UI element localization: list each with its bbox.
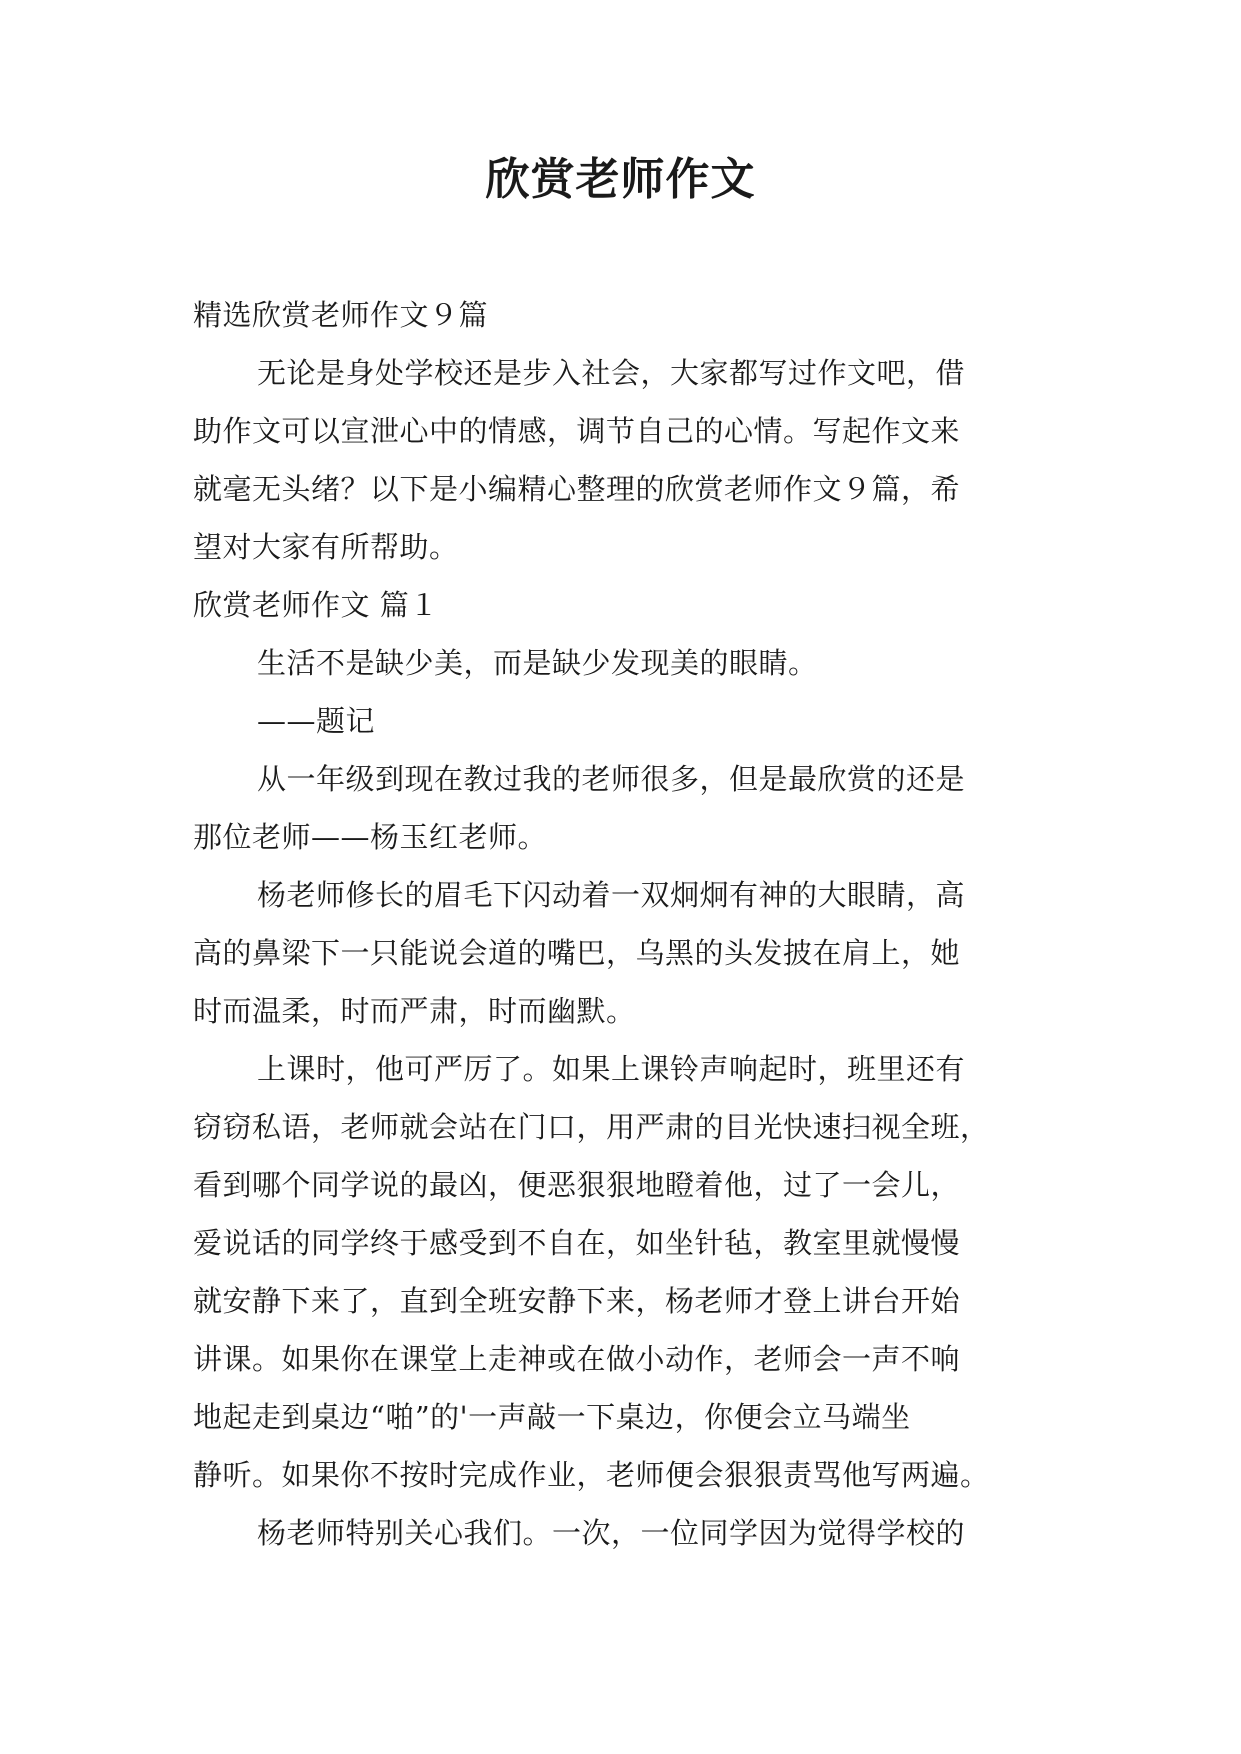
paragraph-line: 杨老师特别关心我们。一次，一位同学因为觉得学校的: [257, 1516, 966, 1550]
paragraph-line: 就安静下来了，直到全班安静下来，杨老师才登上讲台开始: [193, 1284, 961, 1318]
paragraph-line: 杨老师修长的眉毛下闪动着一双炯炯有神的大眼睛，高: [257, 878, 966, 912]
epigraph-attribution: ——题记: [257, 704, 376, 738]
subtitle-line: 精选欣赏老师作文９篇: [193, 298, 489, 332]
document-body: [193, 286, 1053, 1562]
paragraph-line: 高的鼻梁下一只能说会道的嘴巴，乌黑的头发披在肩上，她: [193, 936, 961, 970]
paragraph-line: 讲课。如果你在课堂上走神或在做小动作，老师会一声不响: [193, 1342, 961, 1376]
paragraph-line: 望对大家有所帮助。: [193, 530, 459, 564]
paragraph-line: 那位老师——杨玉红老师。: [193, 820, 548, 854]
section-heading: 欣赏老师作文 篇１: [193, 588, 439, 622]
paragraph-line: 看到哪个同学说的最凶，便恶狠狠地瞪着他，过了一会儿，: [193, 1168, 961, 1202]
paragraph-line: 窃窃私语，老师就会站在门口，用严肃的目光快速扫视全班，: [193, 1110, 990, 1144]
paragraph-line: 时而温柔，时而严肃，时而幽默。: [193, 994, 636, 1028]
document-title: 欣赏老师作文: [485, 154, 756, 205]
paragraph-line: 助作文可以宣泄心中的情感，调节自己的心情。写起作文来: [193, 414, 961, 448]
paragraph-line: 地起走到桌边“啪”的'一声敲一下桌边，你便会立马端坐: [193, 1400, 911, 1434]
paragraph-line: 静听。如果你不按时完成作业，老师便会狠狠责骂他写两遍。: [193, 1458, 990, 1492]
paragraph-line: 生活不是缺少美，而是缺少发现美的眼睛。: [257, 646, 818, 680]
paragraph-line: 从一年级到现在教过我的老师很多，但是最欣赏的还是: [257, 762, 966, 796]
paragraph-line: 就毫无头绪？以下是小编精心整理的欣赏老师作文９篇，希: [193, 472, 961, 506]
paragraph-line: 无论是身处学校还是步入社会，大家都写过作文吧，借: [257, 356, 966, 390]
paragraph-line: 爱说话的同学终于感受到不自在，如坐针毡，教室里就慢慢: [193, 1226, 961, 1260]
paragraph-line: 上课时，他可严厉了。如果上课铃声响起时，班里还有: [257, 1052, 966, 1086]
